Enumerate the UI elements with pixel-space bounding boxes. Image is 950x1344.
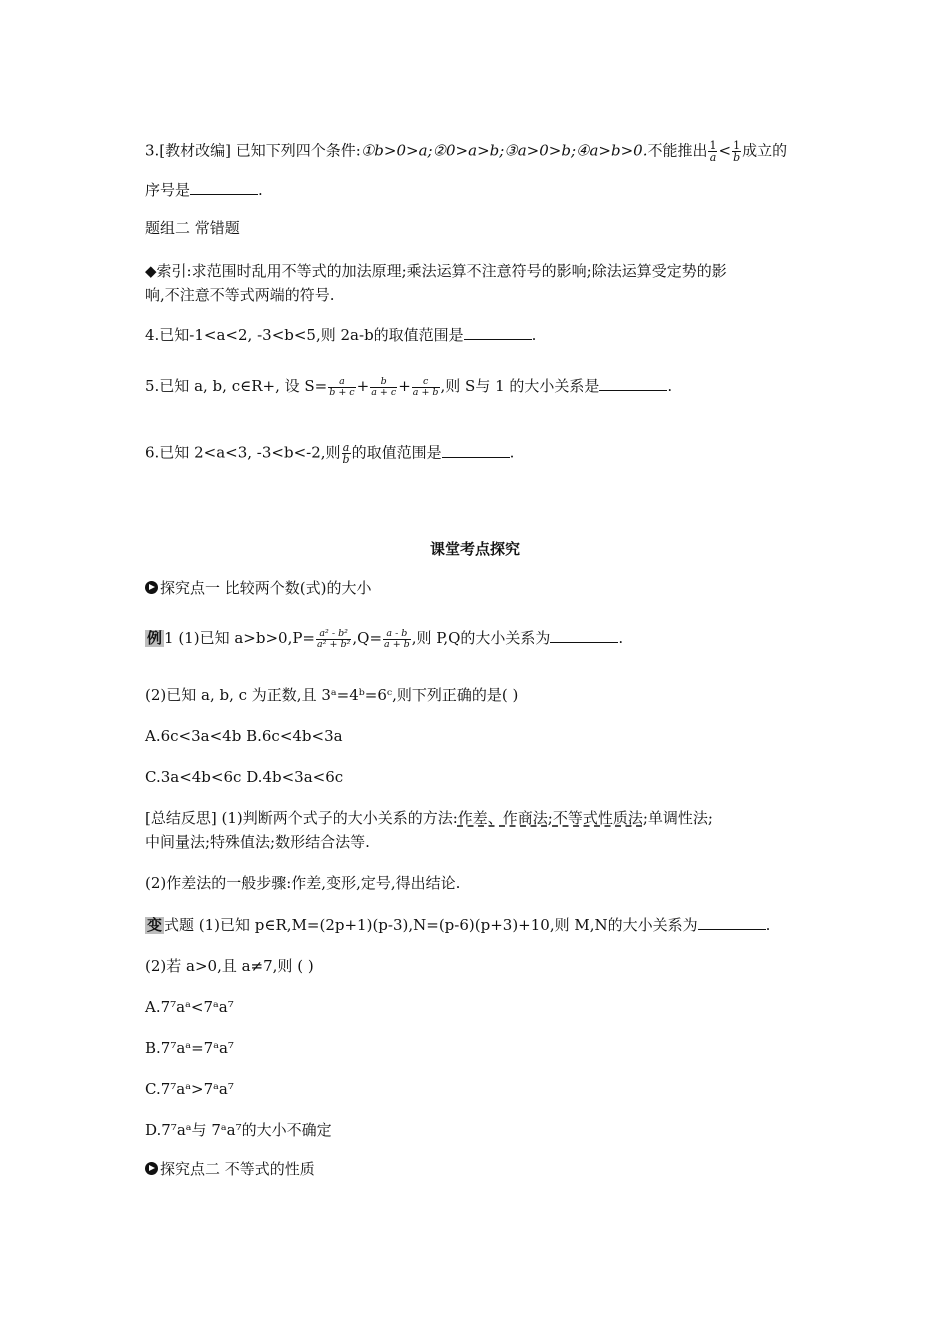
summary-intro: [总结反思] (1)判断两个式子的大小关系的方法: bbox=[145, 809, 458, 827]
fraction-1-over-a: $\frac{1}{a}$ bbox=[709, 139, 717, 164]
exploration-point-2 bbox=[145, 1159, 315, 1179]
summary-line3: (2)作差法的一般步骤:作差,变形,定号,得出结论. bbox=[145, 874, 461, 892]
q6-suffix: 的取值范围是 bbox=[351, 443, 442, 462]
variant-part-1: 变 式题 (1)已知 p∈R,M=(2p+1)(p-3),N=(p-6)(p+3)+10,则 M,N的大小关系为 . bbox=[147, 916, 771, 934]
q6-prefix: 6.已知 2<a<3, -3<b<-2,则 bbox=[145, 443, 341, 462]
fraction-a-over-b: $\frac{a}{b}$ bbox=[342, 441, 350, 466]
index-note-line2: 响,不注意不等式两端的符号. bbox=[145, 286, 335, 304]
answer-blank[interactable] bbox=[550, 628, 618, 643]
variant-option-b: B.7⁷aᵃ=7ᵃa⁷ bbox=[145, 1039, 234, 1057]
answer-blank[interactable] bbox=[190, 180, 258, 195]
summary-line2: 中间量法;特殊值法;数形结合法等. bbox=[145, 833, 370, 851]
answer-blank[interactable] bbox=[599, 376, 667, 391]
variant-p1: 式题 (1)已知 p∈R,M=(2p+1)(p-3),N=(p-6)(p+3)+10,则 M,N的大小关系为 bbox=[164, 916, 698, 934]
point-1-title: 探究点一 比较两个数(式)的大小 bbox=[160, 579, 372, 597]
variant-part-2: (2)若 a>0,且 a≠7,则 ( ) bbox=[145, 957, 314, 975]
q5-prefix: 5.已知 a, b, c∈R+, 设 S= bbox=[145, 377, 328, 395]
q3-prefix: 3.[教材改编] 已知下列四个条件: bbox=[145, 141, 361, 160]
variant-option-a: A.7⁷aᵃ<7ᵃa⁷ bbox=[145, 998, 234, 1016]
question-4: 4.已知-1<a<2, -3<b<5,则 2a-b的取值范围是 . bbox=[145, 326, 537, 344]
play-marker-icon bbox=[145, 1162, 158, 1175]
q5-suffix: ,则 S与 1 的大小关系是 bbox=[440, 377, 600, 395]
question-3-line1 bbox=[145, 140, 787, 163]
index-note-line1: ◆索引:求范围时乱用不等式的加法原理;乘法运算不注意符号的影响;除法运算受定势的影 bbox=[145, 262, 727, 280]
q4-text: 4.已知-1<a<2, -3<b<5,则 2a-b的取值范围是 bbox=[145, 326, 464, 344]
summary-method-1: 作差、作商法 bbox=[457, 809, 548, 827]
group-2-title: 题组二 常错题 bbox=[145, 219, 240, 237]
question-5: 5.已知 a, b, c∈R+, 设 S= $\frac{a}{b + c}$ + $\frac{b}{a + c}$ + $\frac{c}{a + b}$ ,则 S与 1 的大小关系是 . bbox=[145, 375, 673, 398]
question-6: 6.已知 2<a<3, -3<b<-2,则 $\frac{a}{b}$ 的取值范围是 . bbox=[145, 441, 515, 466]
answer-blank[interactable] bbox=[442, 443, 510, 458]
fraction-q: $\frac{a - b}{a + b}$ bbox=[384, 627, 410, 650]
fraction-c-over-a-plus-b: $\frac{c}{a + b}$ bbox=[412, 375, 439, 398]
answer-blank[interactable] bbox=[698, 915, 766, 930]
variant-tag: 变 bbox=[147, 916, 163, 934]
exploration-point-1 bbox=[145, 578, 371, 598]
play-marker-icon bbox=[145, 581, 158, 594]
summary-rest: ;单调性法; bbox=[642, 809, 713, 827]
fraction-a-over-b-plus-c: $\frac{a}{b + c}$ bbox=[329, 375, 355, 398]
example-1-options-ab: A.6c<3a<4b B.6c<4b<3a bbox=[145, 727, 343, 745]
q3-line2-text: 序号是 bbox=[145, 181, 191, 199]
fraction-p: $\frac{\text{a² - b²}}{\text{a² + b²}}$ bbox=[317, 627, 351, 650]
example-1-options-cd: C.3a<4b<6c D.4b<3a<6c bbox=[145, 768, 344, 786]
q3-suffix: 成立的 bbox=[742, 141, 788, 160]
section-title: 课堂考点探究 bbox=[429, 540, 520, 558]
ex1-q-label: ,Q= bbox=[352, 629, 383, 647]
ex1-prefix: 1 (1)已知 a>b>0,P= bbox=[164, 629, 315, 647]
summary-line1: [总结反思] (1)判断两个式子的大小关系的方法:作差、作商法;不等式性质法;单调性法; bbox=[145, 809, 713, 827]
example-tag: 例 bbox=[147, 629, 163, 647]
less-than-sign: < bbox=[718, 141, 732, 160]
answer-blank[interactable] bbox=[464, 325, 532, 340]
q3-conditions: ①b>0>a;②0>a>b;③a>0>b;④a>b>0. bbox=[360, 141, 648, 160]
variant-option-d: D.7⁷aᵃ与 7ᵃa⁷的大小不确定 bbox=[145, 1121, 332, 1139]
q3-mid: 不能推出 bbox=[647, 141, 708, 160]
question-3-line2: 序号是 . bbox=[145, 181, 263, 199]
fraction-b-over-a-plus-c: $\frac{b}{a + c}$ bbox=[371, 375, 397, 398]
ex1-suffix: ,则 P,Q的大小关系为 bbox=[411, 629, 551, 647]
example-1-part-1: 例 1 (1)已知 a>b>0,P= $\frac{\text{a² - b²}}{\text{a² + b²}}$ ,Q= $\frac{a - b}{a + b}$ ,则 P,Q的大小关系为 . bbox=[147, 627, 624, 650]
point-2-title: 探究点二 不等式的性质 bbox=[160, 1160, 315, 1178]
example-1-part-2: (2)已知 a, b, c 为正数,且 3ᵃ=4ᵇ=6ᶜ,则下列正确的是( ) bbox=[145, 686, 519, 704]
fraction-1-over-b: $\frac{1}{b}$ bbox=[733, 139, 741, 164]
summary-method-2: 不等式性质法 bbox=[552, 809, 643, 827]
variant-option-c: C.7⁷aᵃ>7ᵃa⁷ bbox=[145, 1080, 234, 1098]
